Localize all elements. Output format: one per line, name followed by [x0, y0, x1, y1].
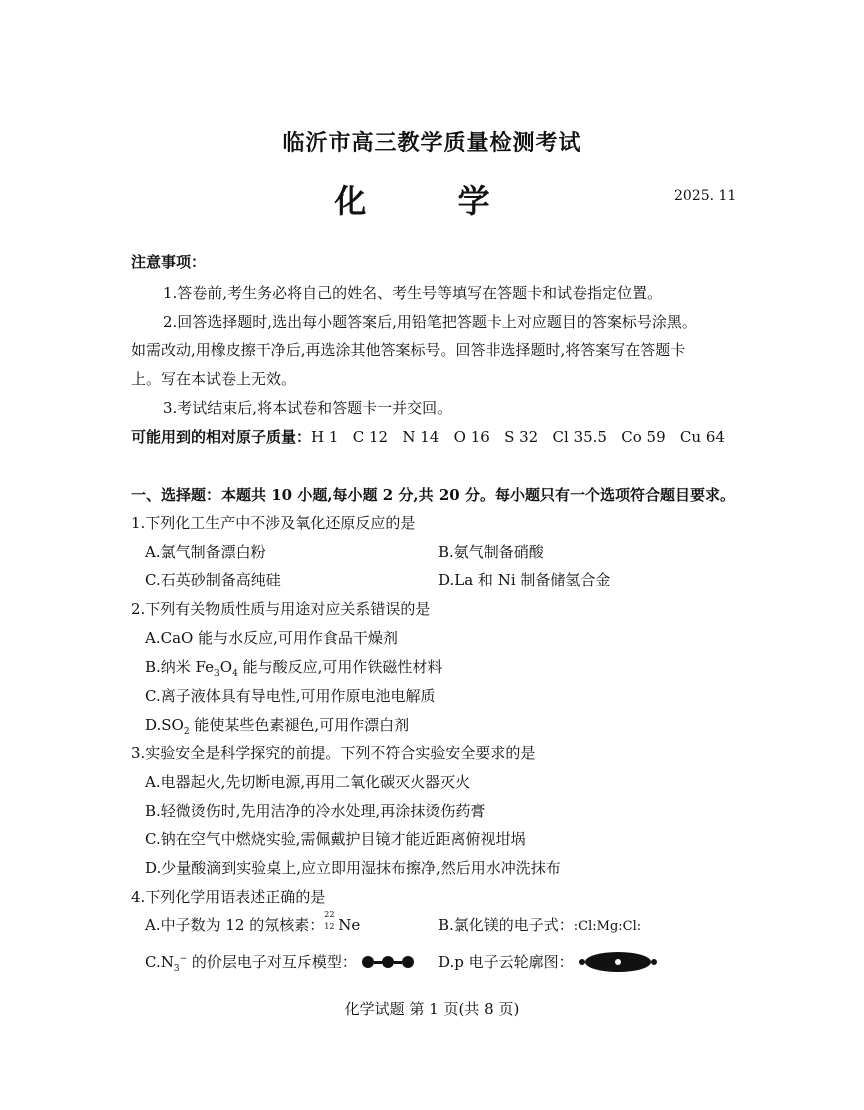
- question-4-option-d-text: D.p 电子云轮廓图：: [438, 953, 574, 971]
- question-1-option-b: B.氨气制备硝酸: [438, 543, 544, 561]
- linear-vsepr-model-icon: [362, 953, 414, 971]
- question-4-option-c-prefix: C.N: [145, 953, 174, 971]
- notice-item-2-line-2: 如需改动,用橡皮擦干净后,再选涂其他答案标号。回答非选择题时,将答案写在答题卡: [131, 341, 686, 359]
- question-4-option-a: [145, 910, 361, 935]
- exam-date: 2025. 11: [674, 188, 737, 204]
- question-3-option-c: C.钠在空气中燃烧实验,需佩戴护目镜才能近距离俯视坩埚: [145, 830, 526, 848]
- question-4-option-a-text: A.中子数为 12 的氖核素：: [145, 916, 325, 934]
- question-1-option-d: D.La 和 Ni 制备储氢合金: [438, 571, 611, 589]
- question-2-option-b-sub-2: 4: [232, 669, 238, 679]
- question-2-option-b-oxygen: O: [219, 658, 233, 676]
- question-2-option-d-sub: 2: [183, 727, 190, 737]
- notice-item-3: 3.考试结束后,将本试卷和答题卡一并交回。: [163, 399, 453, 417]
- notice-item-2-line-1: 2.回答选择题时,选出每小题答案后,用铅笔把答题卡上对应题目的答案标号涂黑。: [163, 313, 697, 331]
- question-2-option-b-prefix: B.纳米 Fe: [145, 658, 215, 676]
- section-1-heading: 一、选择题：本题共 10 小题,每小题 2 分,共 20 分。每小题只有一个选项符合题目要求。: [131, 486, 735, 504]
- question-1-option-a: A.氯气制备漂白粉: [145, 543, 266, 561]
- question-2-option-b: [145, 656, 442, 679]
- question-4-option-c-sub: 3: [173, 964, 180, 974]
- notice-item-1: 1.答卷前,考生务必将自己的姓名、考生号等填写在答题卡和试卷指定位置。: [163, 284, 663, 302]
- question-3-option-b: B.轻微烫伤时,先用洁净的冷水处理,再涂抹烫伤药膏: [145, 802, 486, 820]
- question-3-option-d: D.少量酸滴到实验桌上,应立即用湿抹布擦净,然后用水冲洗抹布: [145, 859, 561, 877]
- mass-number: 22: [324, 910, 335, 919]
- question-3-option-a: A.电器起火,先切断电源,再用二氧化碳灭火器灭火: [145, 773, 471, 791]
- nuclide-notation: [324, 910, 338, 932]
- element-symbol: Ne: [338, 916, 361, 934]
- question-1-option-c: C.石英砂制备高纯硅: [145, 571, 281, 589]
- question-4-option-c-sup: −: [179, 954, 188, 964]
- question-4-option-d: [438, 951, 658, 973]
- question-4-option-c-suffix: 的价层电子对互斥模型：: [187, 953, 357, 971]
- page-footer: 化学试题 第 1 页(共 8 页): [344, 1000, 520, 1018]
- question-2-option-d-prefix: D.SO: [145, 716, 184, 734]
- atomic-number: 12: [324, 922, 335, 931]
- atomic-mass-label: 可能用到的相对原子质量：: [131, 428, 312, 446]
- exam-title: 临沂市高三教学质量检测考试: [282, 130, 582, 156]
- question-4-option-c: [145, 951, 414, 974]
- electron-formula: :Cl:Mg:Cl:: [573, 919, 642, 934]
- atomic-mass-values: H 1 C 12 N 14 O 16 S 32 Cl 35.5 Co 59 Cu 64: [311, 428, 725, 446]
- question-2-stem: 2.下列有关物质性质与用途对应关系错误的是: [131, 600, 431, 618]
- question-2-option-d: [145, 714, 409, 737]
- notice-item-2-line-3: 上。写在本试卷上无效。: [131, 370, 297, 388]
- question-4-option-b-text: B.氯化镁的电子式：: [438, 916, 574, 934]
- question-2-option-a: A.CaO 能与水反应,可用作食品干燥剂: [145, 629, 398, 647]
- question-2-option-c: C.离子液体具有导电性,可用作原电池电解质: [145, 687, 436, 705]
- question-2-option-b-sub-1: 3: [214, 669, 220, 679]
- atomic-mass-line: [131, 426, 725, 447]
- p-orbital-cloud-icon: [578, 951, 658, 973]
- question-4-option-b: [438, 914, 641, 935]
- question-2-option-b-suffix: 能与酸反应,可用作铁磁性材料: [237, 658, 443, 676]
- subject-title: 化 学: [334, 182, 530, 220]
- question-3-stem: 3.实验安全是科学探究的前提。下列不符合实验安全要求的是: [131, 744, 536, 762]
- question-2-option-d-suffix: 能使某些色素褪色,可用作漂白剂: [189, 716, 410, 734]
- question-4-stem: 4.下列化学用语表述正确的是: [131, 888, 326, 906]
- notice-heading: 注意事项：: [131, 253, 207, 271]
- question-1-stem: 1.下列化工生产中不涉及氧化还原反应的是: [131, 514, 416, 532]
